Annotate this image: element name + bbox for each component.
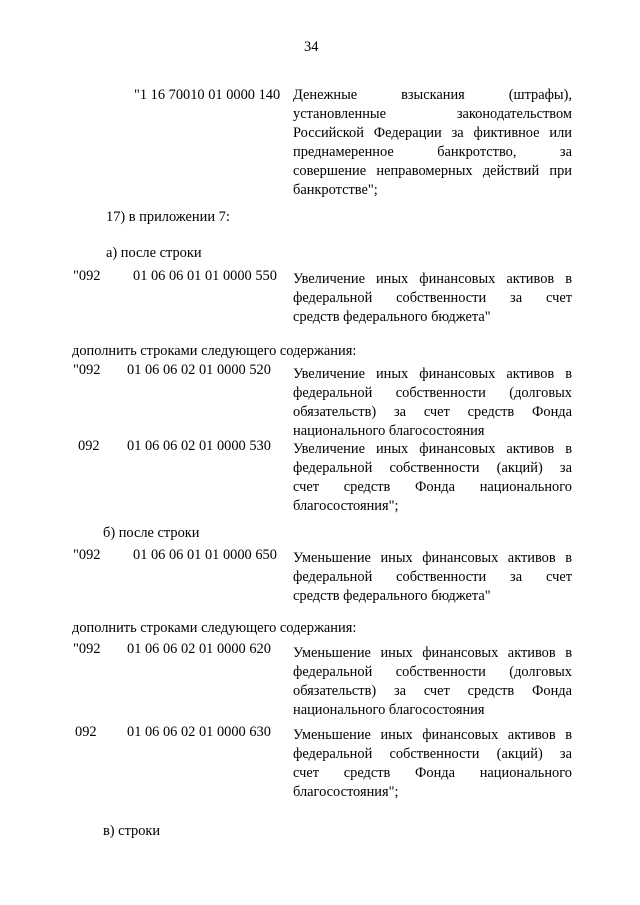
description-line: Увеличение иных финансовых активов в (293, 366, 572, 382)
row-admin-code: 092 (75, 724, 97, 740)
row-code: 01 06 06 02 01 0000 620 (127, 641, 271, 657)
supplement-heading: дополнить строками следующего содержания: (72, 620, 357, 636)
row-description (293, 440, 572, 516)
row-code: 01 06 06 02 01 0000 630 (127, 724, 271, 740)
row-description (293, 549, 572, 606)
description-line: установленные законодательством (293, 106, 572, 122)
description-line: Увеличение иных финансовых активов в (293, 271, 572, 287)
description-line: благосостояния"; (293, 784, 399, 800)
subitem-heading: а) после строки (106, 245, 202, 261)
row-admin-code: 092 (78, 438, 100, 454)
description-line: Уменьшение иных финансовых активов в (293, 727, 572, 743)
description-line: федеральной собственности (долговых (293, 385, 572, 401)
subitem-heading: в) строки (103, 823, 161, 839)
row-admin-code: "092 (73, 362, 101, 378)
row-admin-code: "092 (73, 641, 101, 657)
description-line: Российской Федерации за фиктивное или (293, 125, 572, 141)
description-line: Уменьшение иных финансовых активов в (293, 645, 572, 661)
description-line: федеральной собственности (акций) за (293, 460, 572, 476)
description-line: национального благосостояния (293, 423, 485, 439)
description-line: федеральной собственности (долговых (293, 664, 572, 680)
row-admin-code: "092 (73, 547, 101, 563)
description-line: благосостояния"; (293, 498, 399, 514)
description-line: преднамеренное банкротство, за (293, 144, 572, 160)
row-code: 01 06 06 01 01 0000 650 (133, 547, 277, 563)
description-line: обязательств) за счет средств Фонда (293, 404, 572, 420)
row-description (293, 86, 572, 200)
description-line: Уменьшение иных финансовых активов в (293, 550, 572, 566)
row-admin-code: "092 (73, 268, 101, 284)
row-code: 01 06 06 01 01 0000 550 (133, 268, 277, 284)
description-line: обязательств) за счет средств Фонда (293, 683, 572, 699)
row-code: 01 06 06 02 01 0000 530 (127, 438, 271, 454)
description-line: федеральной собственности за счет (293, 569, 572, 585)
subitem-heading: б) после строки (103, 525, 200, 541)
description-line: федеральной собственности за счет (293, 290, 572, 306)
description-line: национального благосостояния (293, 702, 485, 718)
description-line: счет средств Фонда национального (293, 479, 572, 495)
description-line: средств федерального бюджета" (293, 588, 491, 604)
row-description (293, 270, 572, 327)
description-line: Увеличение иных финансовых активов в (293, 441, 572, 457)
row-description (293, 726, 572, 802)
row-description (293, 365, 572, 441)
description-line: Денежные взыскания (штрафы), (293, 87, 572, 103)
supplement-heading: дополнить строками следующего содержания: (72, 343, 357, 359)
description-line: счет средств Фонда национального (293, 765, 572, 781)
item-heading: 17) в приложении 7: (106, 209, 230, 225)
page-number: 34 (304, 39, 319, 55)
description-line: федеральной собственности (акций) за (293, 746, 572, 762)
row-code: "1 16 70010 01 0000 140 (134, 87, 281, 103)
row-description (293, 644, 572, 720)
row-code: 01 06 06 02 01 0000 520 (127, 362, 271, 378)
description-line: средств федерального бюджета" (293, 309, 491, 325)
description-line: совершение неправомерных действий при (293, 163, 572, 179)
description-line: банкротстве"; (293, 182, 378, 198)
